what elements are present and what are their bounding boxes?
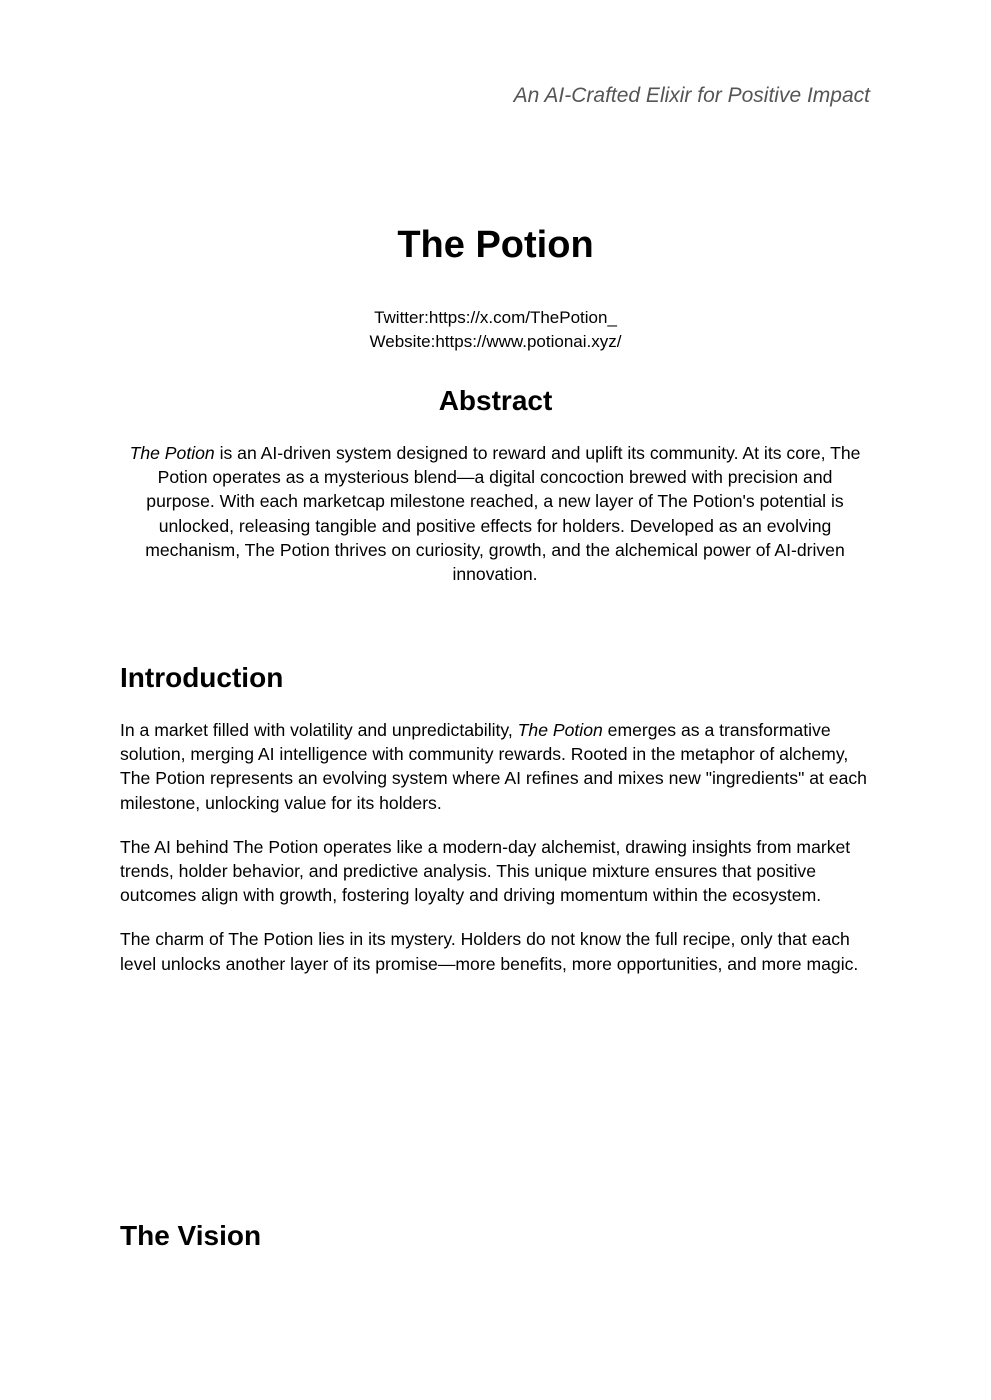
vision-heading: The Vision: [120, 1220, 262, 1251]
introduction-paragraph-3: The charm of The Potion lies in its mystery. Holders do not know the full recipe, only that each level unlocks another layer of its promise—more benefits, more opportunities, and more magic.: [120, 929, 859, 974]
intro-p1-italic-name: The Potion: [517, 720, 603, 740]
introduction-paragraph-2: The AI behind The Potion operates like a modern-day alchemist, drawing insights from market trends, holder behavior, and predictive analysis. This unique mixture ensures that positive outcomes align with growth, fostering loyalty and driving momentum within the ecosystem.: [120, 836, 851, 906]
abstract-italic-name: The Potion: [129, 443, 215, 463]
abstract-heading: Abstract: [438, 385, 553, 416]
introduction-heading: Introduction: [120, 662, 284, 693]
abstract-text: is an AI-driven system designed to reward and uplift its community. At its core, The Potion operates as a mysterious blend—a digital concoction brewed with precision and purpose. With each marketcap milestone reached, a new layer of The Potion's potential is unlocked, releasing tangible and positive effects for holders. Developed as an evolving mechanism, The Potion thrives on curiosity, growth, and the alchemical power of AI-driven innovation.: [145, 443, 861, 585]
website-link[interactable]: Website:https://www.potionai.xyz/: [369, 332, 622, 351]
twitter-link[interactable]: Twitter:https://x.com/ThePotion_: [374, 308, 617, 327]
document-title: The Potion: [397, 224, 594, 266]
intro-p1-after: emerges as a transformative solution, merging AI intelligence with community rewards. Rooted in the metaphor of alchemy, The Potion represents an evolving system where AI refines and mixes new "ingredients" at each milestone, unlocking value for its holders.: [120, 720, 867, 813]
header-tagline: An AI-Crafted Elixir for Positive Impact: [513, 84, 870, 107]
introduction-body: [120, 718, 872, 996]
introduction-paragraph-1: [120, 718, 872, 815]
intro-p1-before: In a market filled with volatility and unpredictability,: [120, 720, 518, 740]
contact-links: [0, 306, 991, 354]
abstract-paragraph: [122, 441, 868, 586]
